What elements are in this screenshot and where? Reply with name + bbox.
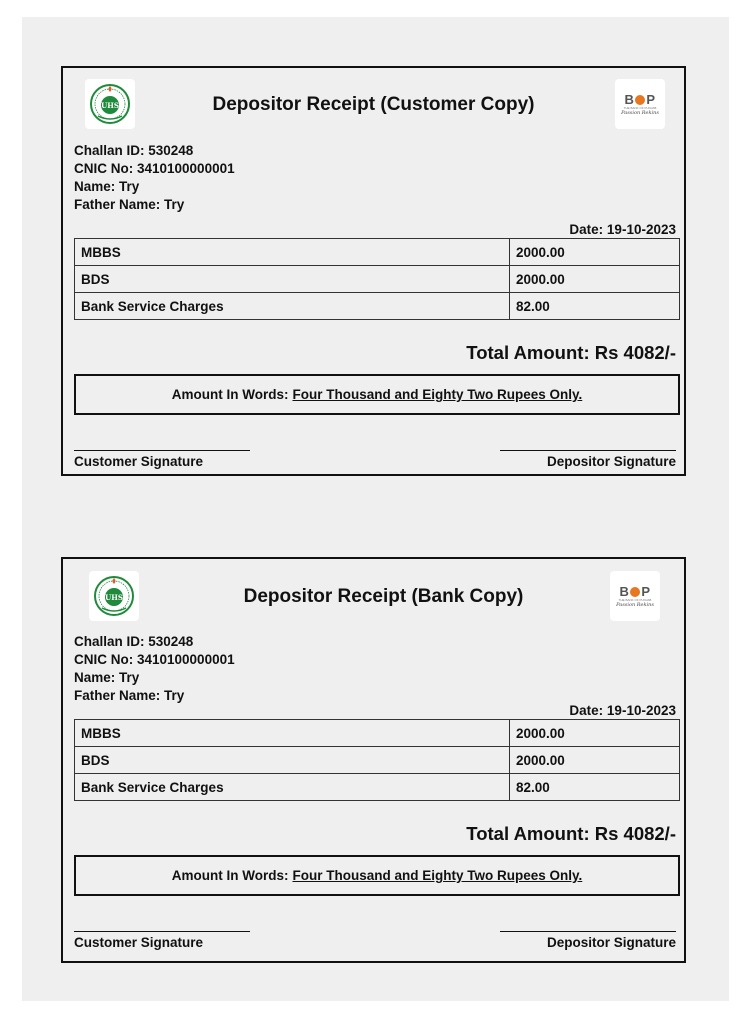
customer-signature-label: Customer Signature xyxy=(74,454,204,469)
bop-wordmark xyxy=(616,585,654,598)
bop-b: B xyxy=(624,91,635,107)
table-row xyxy=(75,239,680,266)
total-amount: Total Amount: Rs 4082/- xyxy=(466,342,676,363)
bop-p: P xyxy=(646,91,656,107)
customer-signature-line xyxy=(74,931,250,932)
fee-amount: 82.00 xyxy=(510,293,680,320)
fee-amount: 2000.00 xyxy=(510,747,680,774)
cnic-number: CNIC No: 3410100000001 xyxy=(74,652,235,667)
depositor-signature-line xyxy=(500,450,676,451)
fee-item: MBBS xyxy=(75,720,510,747)
receipt-title: Depositor Receipt (Bank Copy) xyxy=(243,586,524,607)
receipt-date: Date: 19-10-2023 xyxy=(569,703,676,718)
fee-item: MBBS xyxy=(75,239,510,266)
depositor-info xyxy=(74,142,235,214)
challan-id: Challan ID: 530248 xyxy=(74,143,194,158)
table-row xyxy=(75,747,680,774)
depositor-info xyxy=(74,633,235,705)
total-amount: Total Amount: Rs 4082/- xyxy=(466,823,676,844)
depositor-signature-label: Depositor Signature xyxy=(546,935,676,950)
father-name: Father Name: Try xyxy=(74,197,185,212)
receipt-date: Date: 19-10-2023 xyxy=(569,222,676,237)
bop-subtitle: THE BANK OF PUNJAB xyxy=(623,105,657,110)
amount-in-words-label: Amount In Words: xyxy=(171,387,289,402)
fee-amount: 2000.00 xyxy=(510,720,680,747)
bop-sun-icon xyxy=(630,587,640,597)
fee-item: Bank Service Charges xyxy=(75,293,510,320)
fee-table xyxy=(74,238,680,320)
bop-logo xyxy=(610,571,660,621)
bop-subtitle: THE BANK OF PUNJAB xyxy=(618,597,652,602)
amount-in-words-value: Four Thousand and Eighty Two Rupees Only. xyxy=(292,387,583,402)
depositor-name: Name: Try xyxy=(74,670,140,685)
fee-item: Bank Service Charges xyxy=(75,774,510,801)
fee-amount: 2000.00 xyxy=(510,239,680,266)
uhs-logo-text: UHS xyxy=(101,101,119,110)
depositor-name: Name: Try xyxy=(74,179,140,194)
table-row xyxy=(75,720,680,747)
depositor-signature-label: Depositor Signature xyxy=(546,454,676,469)
receipt-title: Depositor Receipt (Customer Copy) xyxy=(212,94,535,115)
bop-logo xyxy=(615,79,665,129)
uhs-logo-text: UHS xyxy=(105,593,123,602)
fee-item: BDS xyxy=(75,266,510,293)
challan-id: Challan ID: 530248 xyxy=(74,634,194,649)
amount-in-words-box xyxy=(74,855,680,896)
customer-signature-line xyxy=(74,450,250,451)
amount-in-words-value: Four Thousand and Eighty Two Rupees Only. xyxy=(292,868,583,883)
bop-sun-icon xyxy=(635,95,645,105)
fee-item: BDS xyxy=(75,747,510,774)
bop-b: B xyxy=(619,583,630,599)
bank-copy-receipt xyxy=(61,557,686,963)
fee-amount: 2000.00 xyxy=(510,266,680,293)
amount-in-words-label: Amount In Words: xyxy=(171,868,289,883)
bop-wordmark xyxy=(621,93,659,106)
father-name: Father Name: Try xyxy=(74,688,185,703)
bop-tagline: Passion Rekins xyxy=(621,109,659,116)
customer-signature-label: Customer Signature xyxy=(74,935,204,950)
cnic-number: CNIC No: 3410100000001 xyxy=(74,161,235,176)
table-row xyxy=(75,774,680,801)
bop-p: P xyxy=(641,583,651,599)
customer-copy-receipt xyxy=(61,66,686,476)
bop-tagline: Passion Rekins xyxy=(616,601,654,608)
table-row xyxy=(75,293,680,320)
fee-table xyxy=(74,719,680,801)
amount-in-words-box xyxy=(74,374,680,415)
depositor-signature-line xyxy=(500,931,676,932)
fee-amount: 82.00 xyxy=(510,774,680,801)
table-row xyxy=(75,266,680,293)
